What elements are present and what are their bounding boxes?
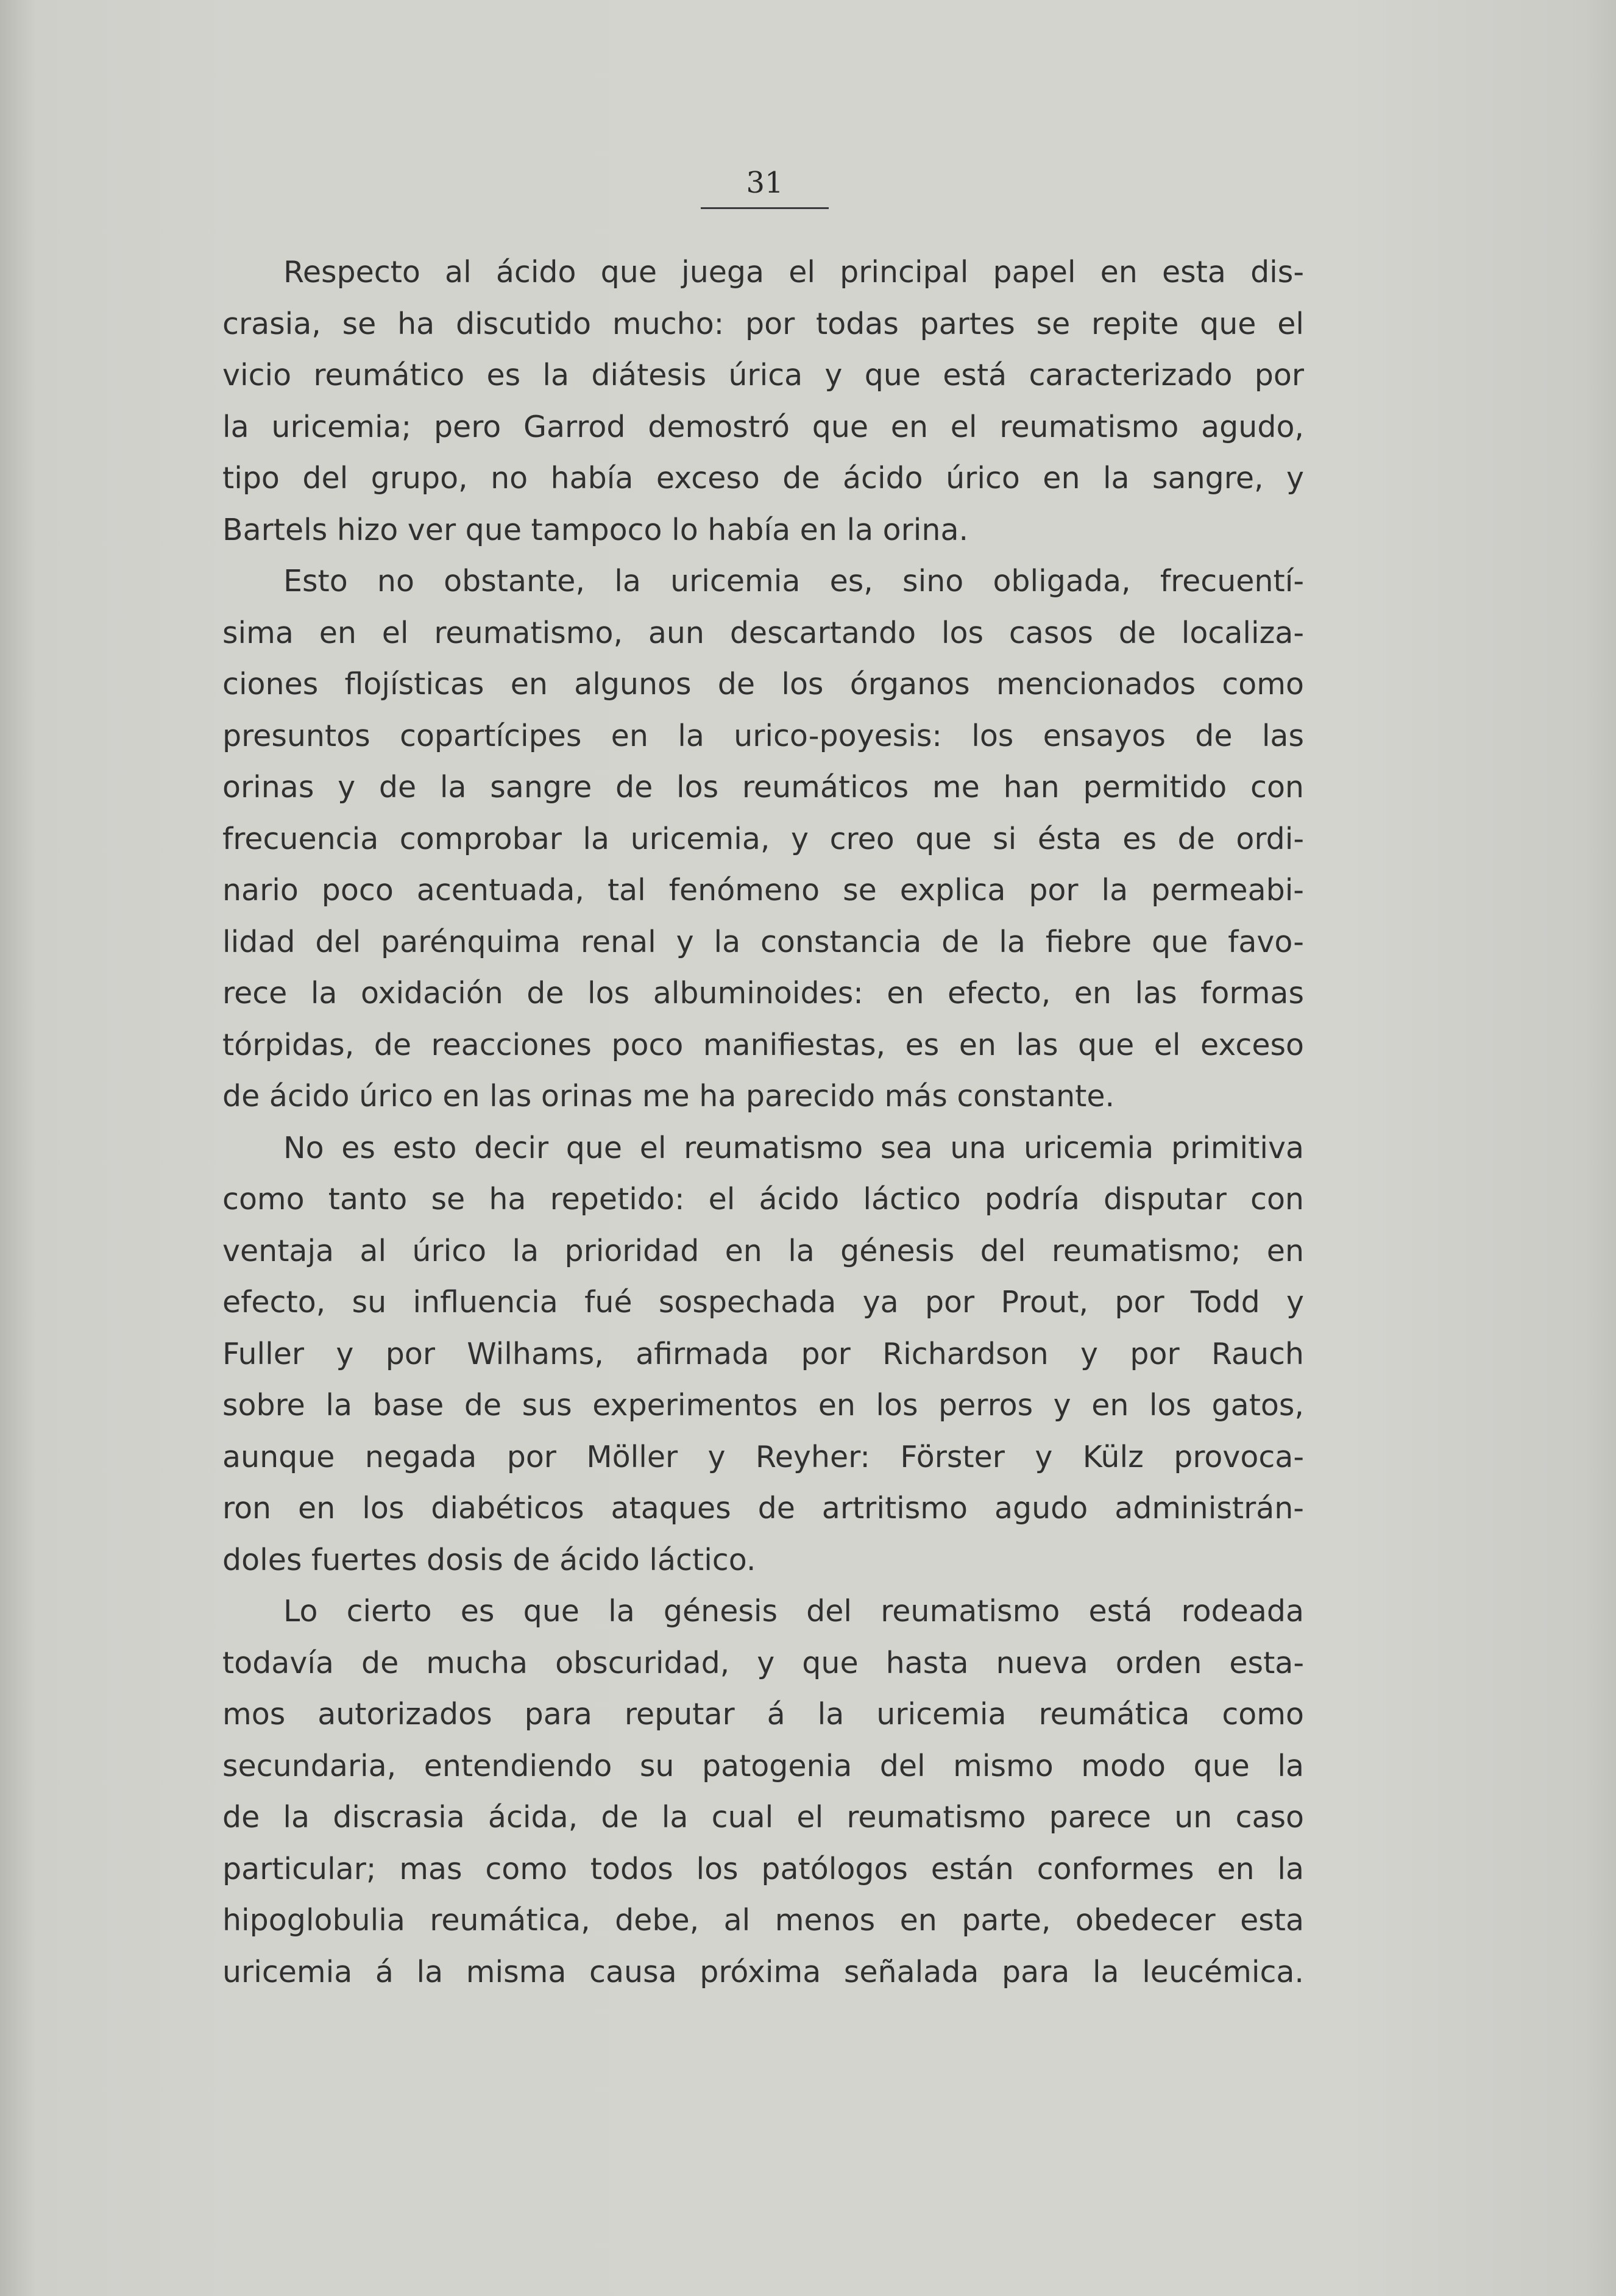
text-line: la uricemia; pero Garrod demostró que en el reumatismo agudo, — [222, 409, 1304, 444]
text-line: ciones flojísticas en algunos de los órganos mencionados como — [222, 667, 1304, 702]
text-line: como tanto se ha repetido: el ácido láctico podría disputar con — [222, 1182, 1304, 1217]
text-line: Respecto al ácido que juega el principal papel en esta dis- — [283, 255, 1304, 290]
text-line: sobre la base de sus experimentos en los perros y en los gatos, — [222, 1388, 1304, 1423]
text-line: nario poco acentuada, tal fenómeno se explica por la permeabi- — [222, 873, 1304, 908]
text-line: No es esto decir que el reumatismo sea una uricemia primitiva — [283, 1130, 1304, 1165]
page-header — [701, 165, 829, 209]
text-line: mos autorizados para reputar á la uricemia reumática como — [222, 1697, 1304, 1732]
paragraph-2 — [222, 556, 1304, 1123]
text-line: todavía de mucha obscuridad, y que hasta nueva orden esta- — [222, 1645, 1304, 1680]
text-line: crasia, se ha discutido mucho: por todas partes se repite que el — [222, 306, 1304, 341]
text-line: Esto no obstante, la uricemia es, sino obligada, frecuentí- — [283, 564, 1304, 599]
text-line: frecuencia comprobar la uricemia, y creo que si ésta es de ordi- — [222, 821, 1304, 856]
text-line: rece la oxidación de los albuminoides: en efecto, en las formas — [222, 976, 1304, 1011]
page-number: 31 — [746, 166, 784, 200]
body-text — [222, 247, 1304, 1998]
text-line: efecto, su influencia fué sospechada ya por Prout, por Todd y — [222, 1285, 1304, 1320]
page-number-rule — [701, 207, 829, 209]
text-line: sima en el reumatismo, aun descartando los casos de localiza- — [222, 615, 1304, 650]
paragraph-4 — [222, 1586, 1304, 1998]
paragraph-3 — [222, 1123, 1304, 1587]
text-line: orinas y de la sangre de los reumáticos me han permitido con — [222, 770, 1304, 805]
text-line: ventaja al úrico la prioridad en la génesis del reumatismo; en — [222, 1233, 1304, 1268]
text-line: secundaria, entendiendo su patogenia del mismo modo que la — [222, 1748, 1304, 1783]
text-line: de la discrasia ácida, de la cual el reumatismo parece un caso — [222, 1800, 1304, 1835]
text-line: tórpidas, de reacciones poco manifiestas, es en las que el exceso — [222, 1027, 1304, 1062]
text-line: Lo cierto es que la génesis del reumatismo está rodeada — [283, 1594, 1304, 1629]
text-line: ron en los diabéticos ataques de artritismo agudo administrán- — [222, 1491, 1304, 1526]
text-line: uricemia á la misma causa próxima señalada para la leucémica. — [222, 1954, 1304, 1989]
text-line: particular; mas como todos los patólogos están conformes en la — [222, 1851, 1304, 1886]
text-line: lidad del parénquima renal y la constancia de la fiebre que favo- — [222, 924, 1304, 959]
text-line: aunque negada por Möller y Reyher: Förster y Külz provoca- — [222, 1439, 1304, 1474]
paragraph-1 — [222, 247, 1304, 556]
text-line: Fuller y por Wilhams, afirmada por Richardson y por Rauch — [222, 1336, 1304, 1371]
text-line: hipoglobulia reumática, debe, al menos en parte, obedecer esta — [222, 1903, 1304, 1938]
text-line: Bartels hizo ver que tampoco lo había en la orina. — [222, 512, 969, 547]
text-line: tipo del grupo, no había exceso de ácido úrico en la sangre, y — [222, 461, 1304, 496]
text-line: de ácido úrico en las orinas me ha parecido más constante. — [222, 1079, 1115, 1114]
text-line: doles fuertes dosis de ácido láctico. — [222, 1542, 756, 1577]
text-line: presuntos copartícipes en la urico-poyesis: los ensayos de las — [222, 718, 1304, 753]
text-line: vicio reumático es la diátesis úrica y que está caracterizado por — [222, 358, 1304, 393]
